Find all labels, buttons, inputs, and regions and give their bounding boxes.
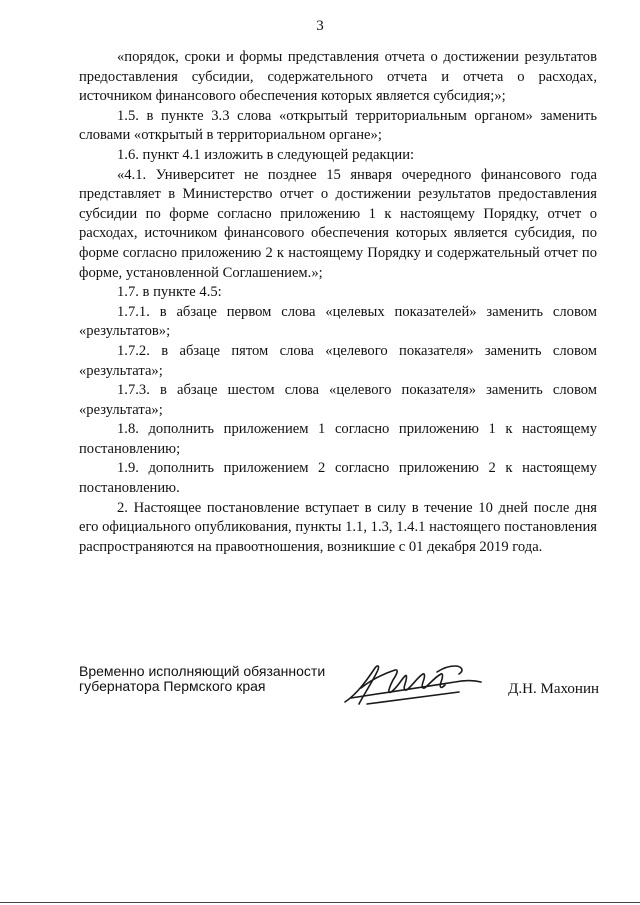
paragraph-2-effective-date: 2. Настоящее постановление вступает в силу в течение 10 дней после дня его официального опубликования, пункты 1.1, 1.3, 1.4.1 настоящего постановления распространяются на правоотношения, возникшие с 01 декабря 2019 года.	[79, 499, 597, 555]
document-body	[79, 48, 597, 557]
paragraph-1-6: 1.6. пункт 4.1 изложить в следующей редакции:	[117, 146, 415, 163]
signer-title-line-2: губернатора Пермского края	[79, 678, 266, 694]
signer-name: Д.Н. Махонин	[508, 681, 599, 697]
page-bottom-rule	[0, 902, 640, 903]
paragraph-1-9: 1.9. дополнить приложением 2 согласно приложению 2 к настоящему постановлению.	[79, 460, 597, 497]
paragraph-4-1-text: «4.1. Университет не позднее 15 января очередного финансового года представляет в Министерство отчет о достижении результатов предоставления субсидии по форме согласно приложению 1 к настоящему Порядку, отчет о расходах, источником финансового обеспечения которых является субсидия, по форме согласно приложению 2 к настоящему Порядку и содержательный отчет по форме, установленной Соглашением.»;	[79, 166, 597, 281]
paragraph-1-7-3: 1.7.3. в абзаце шестом слова «целевого показателя» заменить словом «результата»;	[79, 382, 597, 418]
paragraph-1-5: 1.5. в пункте 3.3 слова «открытый территориальным органом» заменить словами «открытый в территориальном органе»;	[79, 107, 597, 144]
paragraph-1-7-2: 1.7.2. в абзаце пятом слова «целевого показателя» заменить словом «результата»;	[79, 342, 597, 379]
page-number: 3	[316, 18, 324, 34]
handwritten-signature-image	[337, 658, 487, 710]
paragraph-quote-reporting: «порядок, сроки и формы представления отчета о достижении результатов предоставления субсидии, содержательного отчета и отчета о расходах, источником финансового обеспечения которых является субсидия;»;	[79, 49, 597, 105]
paragraph-1-7-1: 1.7.1. в абзаце первом слова «целевых показателей» заменить словом «результатов»;	[79, 303, 597, 340]
signature-block	[79, 664, 599, 714]
paragraph-1-7: 1.7. в пункте 4.5:	[117, 284, 222, 301]
signer-title	[79, 664, 339, 694]
paragraph-1-8: 1.8. дополнить приложением 1 согласно приложению 1 к настоящему постановлению;	[79, 421, 597, 457]
signer-title-line-1: Временно исполняющий обязанности	[79, 663, 326, 679]
